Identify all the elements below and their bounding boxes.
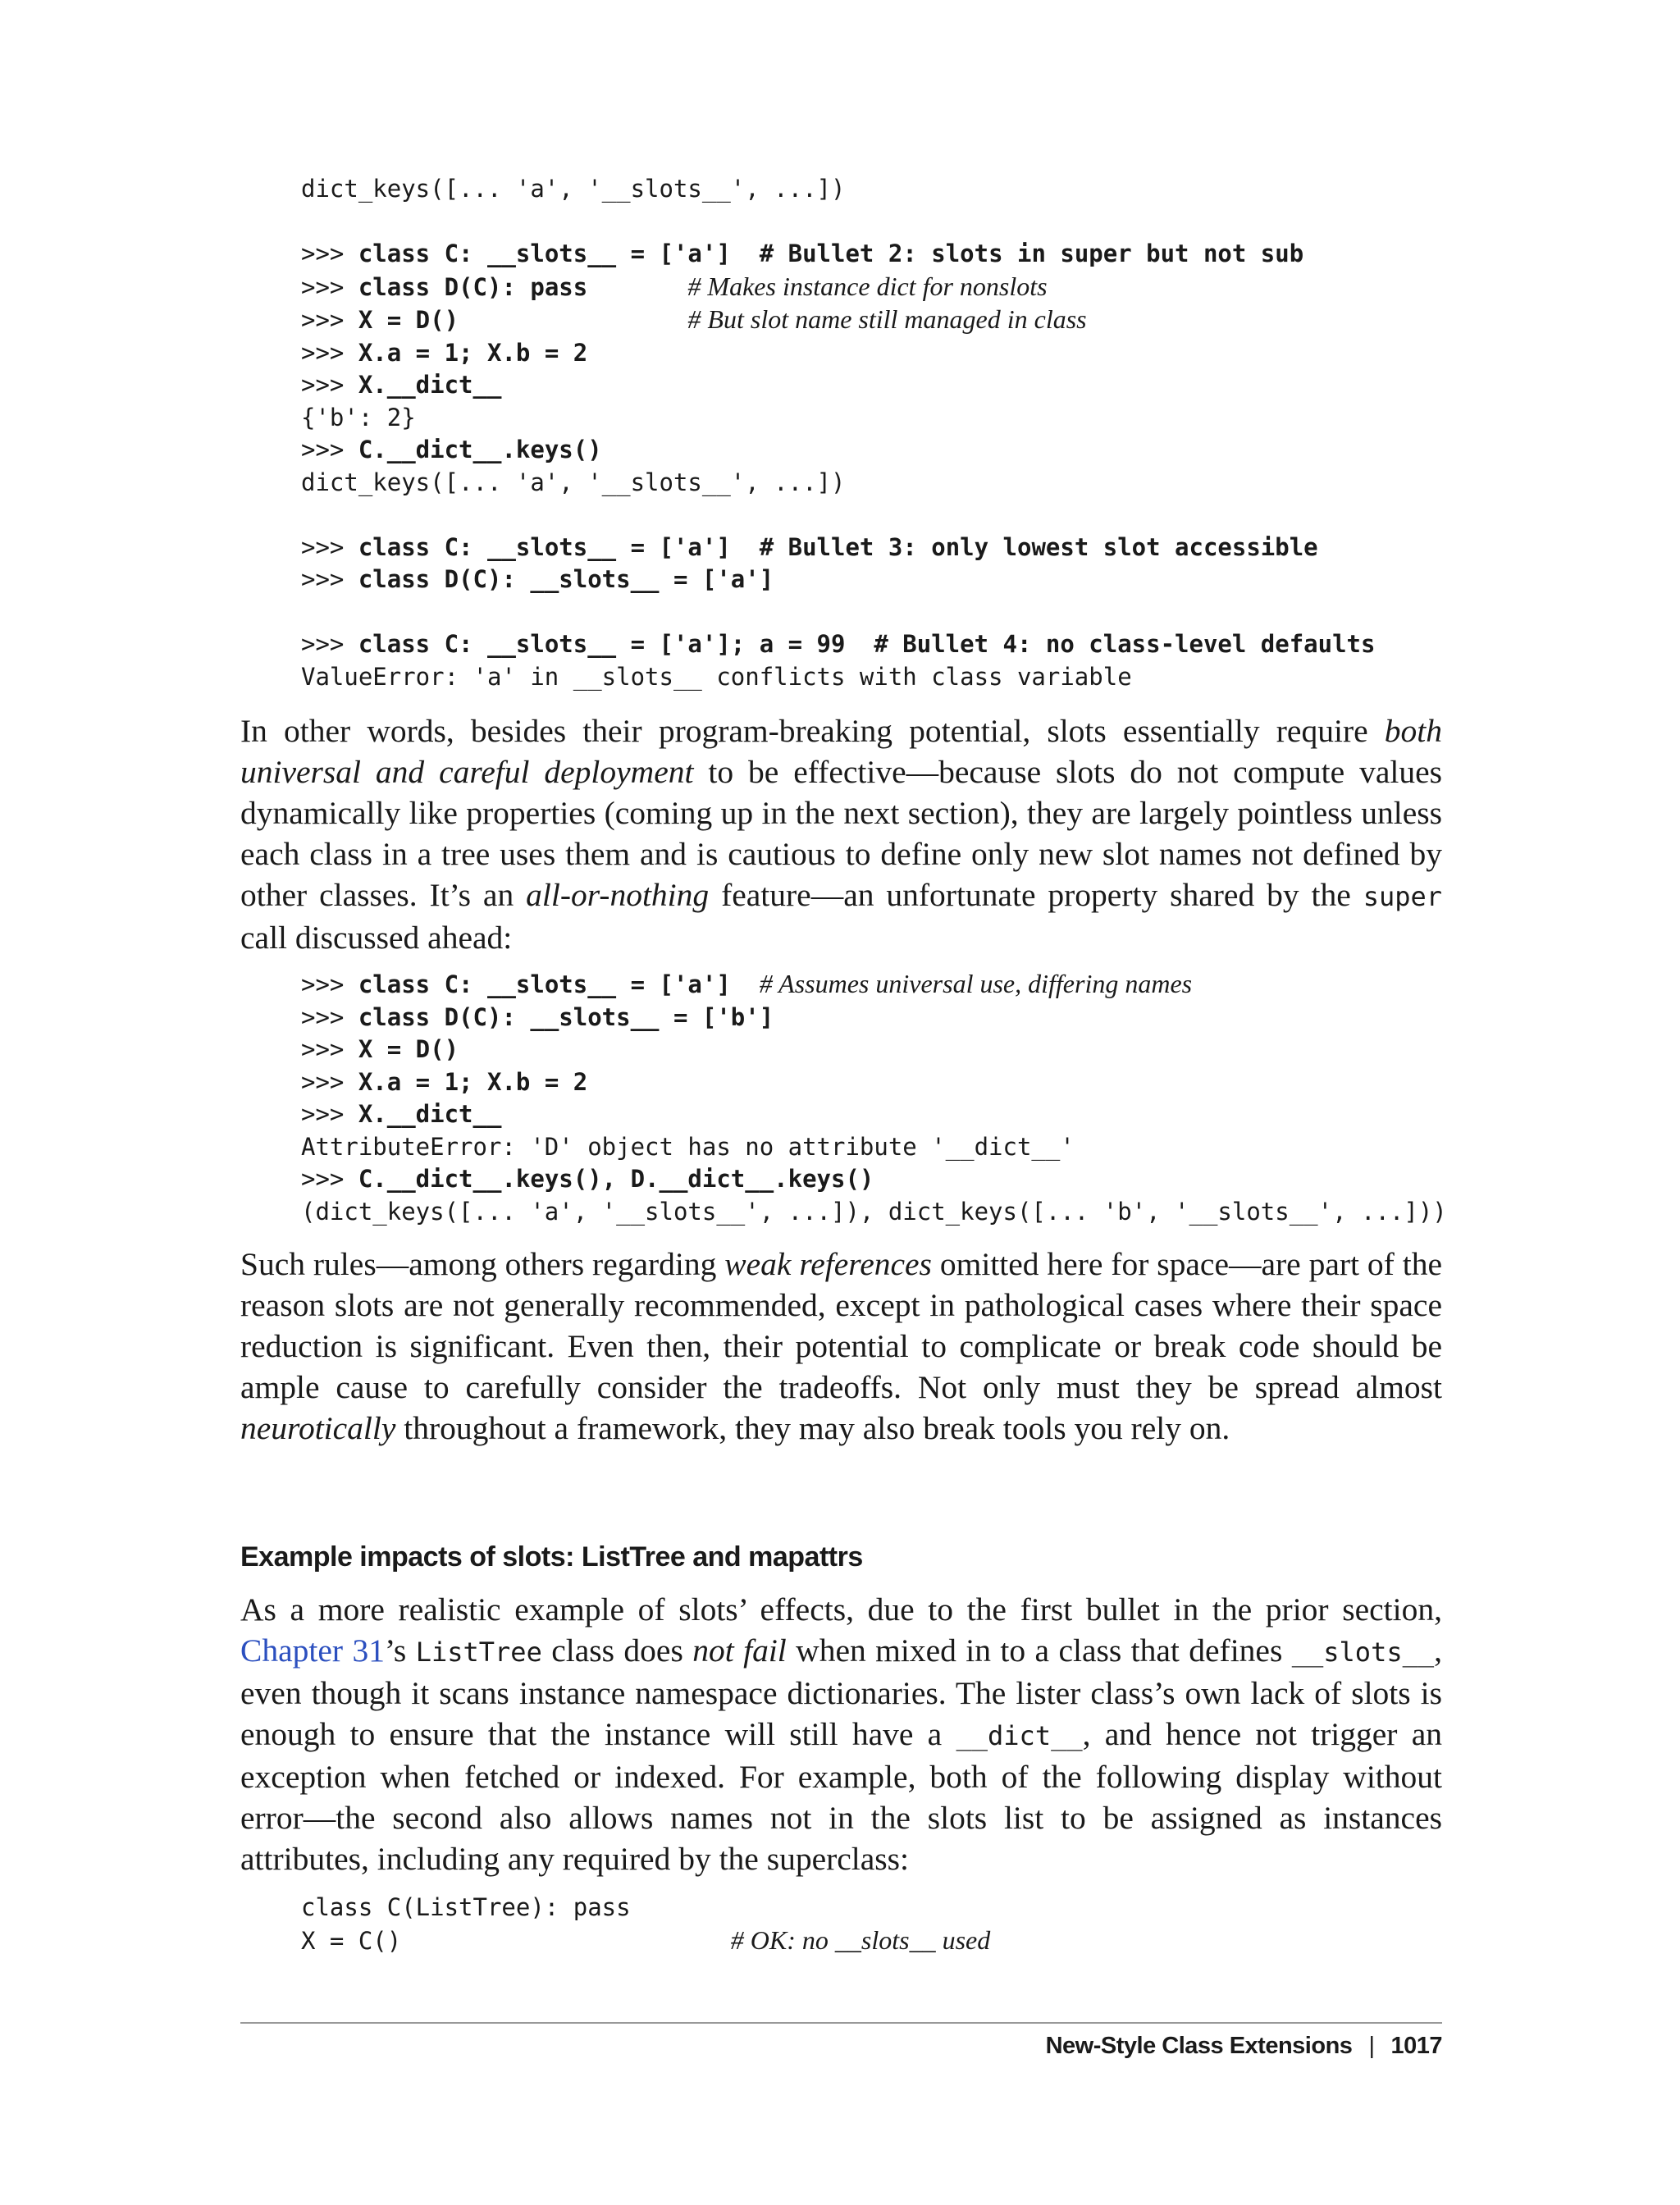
section-heading: Example impacts of slots: ListTree and mapattrs [240,1541,863,1573]
text-run: call discussed ahead: [240,920,513,956]
code-comment: # Assumes universal use, differing names [759,969,1193,998]
code-comment: # Makes instance dict for nonslots [687,271,1048,301]
code-input: X.a = 1; X.b = 2 [358,1067,588,1096]
code-line [301,468,845,496]
code-comment: # Bullet 2: slots in super but not sub [759,240,1304,267]
footer-rule [240,2022,1442,2024]
paragraph-slots-deployment [240,710,1442,958]
code-text: >>> [301,565,358,593]
code-line [301,1165,874,1193]
code-line [301,1003,774,1031]
text-run: both universal and careful deployment [240,713,1442,790]
code-text: class C(ListTree): pass [301,1893,631,1921]
code-text: >>> [301,970,358,998]
code-text: >>> [301,1002,358,1031]
text-run: __slots__ [1291,1637,1435,1668]
code-text: {'b': 2} [301,403,416,431]
code-block-3 [301,1892,990,1957]
code-line [301,565,774,593]
code-comment: # Bullet 3: only lowest slot accessible [759,532,1318,561]
text-run: In other words, besides their program-breaking potential, slots essentially require [240,713,1385,749]
text-run: ListTree [415,1637,542,1668]
code-input: class D(C): __slots__ = ['b'] [358,1002,774,1031]
code-text: >>> [301,306,358,334]
code-input: class C: __slots__ = ['a'] [358,532,731,561]
text-run: not fail [692,1632,787,1669]
code-text: (dict_keys([... 'a', '__slots__', ...]), dict_keys([... 'b', '__slots__', ...])) [301,1197,1447,1226]
code-line [301,175,845,203]
paragraph-slots-rules [240,1244,1442,1449]
code-line [301,1035,459,1063]
code-text: >>> [301,630,358,658]
code-text: >>> [301,371,358,399]
text-run: Such rules—among others regarding [240,1246,725,1282]
code-line [301,404,416,431]
code-input: C.__dict__.keys(), D.__dict__.keys() [358,1165,874,1193]
code-input: X.__dict__ [358,1100,502,1128]
code-line [301,273,1048,301]
footer-section-title: New-Style Class Extensions [1045,2033,1353,2059]
code-input: X.a = 1; X.b = 2 [358,338,588,367]
page-footer [1046,2033,1442,2060]
text-run: class does [541,1632,693,1669]
code-comment: # But slot name still managed in class [687,304,1087,334]
code-text: >>> [301,240,358,267]
text-run: , and hence not trigger an exception when fetched or indexed. For example, both of the following display without error—the second also allows names not in the slots list to be assigned as instances attributes, including any required by the superclass: [240,1716,1442,1877]
text-run: to be effective—because slots do not compute values dynamically like properties (coming up in the next section), they are largely pointless unless each class in a tree uses them and is cautious to define only new slot names not defined by other classes. It’s an [240,754,1442,913]
code-line [301,663,1132,691]
code-line [301,533,1318,561]
code-input: class D(C): __slots__ = ['a'] [358,565,774,593]
code-input: class D(C): pass [358,272,588,301]
code-line [301,306,1087,334]
text-run: super [1363,881,1443,912]
chapter-link[interactable]: Chapter 31 [240,1632,385,1669]
code-text: AttributeError: 'D' object has no attribute '__dict__' [301,1132,1075,1161]
text-run: neurotically [240,1410,396,1446]
code-text: >>> [301,1067,358,1096]
code-line [301,240,1303,267]
code-line [301,630,1375,658]
code-text: dict_keys([... 'a', '__slots__', ...]) [301,175,846,203]
code-text: ValueError: 'a' in __slots__ conflicts with class variable [301,662,1132,691]
code-input: X = D() [358,306,459,334]
footer-separator: | [1368,2033,1375,2059]
text-run: when mixed in to a class that defines [786,1632,1292,1669]
code-line [301,339,587,367]
code-input: X.__dict__ [358,371,502,399]
code-text: dict_keys([... 'a', '__slots__', ...]) [301,468,846,496]
text-run: __dict__ [956,1720,1083,1751]
code-text: >>> [301,272,358,301]
code-line [301,970,1192,998]
code-input: class C: __slots__ = ['a'] [358,970,731,998]
code-line [301,371,501,399]
code-text: >>> [301,1165,358,1193]
text-run: , even though it scans instance namespace dictionaries. The lister class’s own lack of slots is enough to ensure that the instance will still have a [240,1632,1442,1752]
paragraph-listtree-example [240,1589,1442,1879]
code-line [301,1100,501,1128]
code-text: >>> [301,338,358,367]
code-input: C.__dict__.keys() [358,436,602,463]
code-input: class C: __slots__ = ['a']; a = 99 # Bullet 4: no class-level defaults [358,630,1376,658]
text-run: As a more realistic example of slots’ effects, due to the first bullet in the prior section, [240,1591,1442,1628]
code-input: X = D() [358,1035,459,1063]
page-number: 1017 [1390,2033,1442,2059]
code-text: >>> [301,436,358,463]
code-text: >>> [301,1035,358,1063]
code-line [301,1198,1447,1226]
code-line [301,1893,631,1921]
text-run: all-or-nothing [526,877,710,913]
text-run: omitted here for space—are part of the reason slots are not generally recommended, except in pathological cases where their space reduction is significant. Even then, their potential to complicate or break code should be ample cause to carefully consider the tradeoffs. Not only must they be spread almost [240,1246,1442,1405]
text-run: ’s [384,1632,416,1669]
text-run: weak references [724,1246,932,1282]
text-run: feature—an unfortunate property shared by the [709,877,1363,913]
code-line [301,1068,587,1096]
code-text: X = C() [301,1926,402,1955]
code-line [301,1133,1075,1161]
text-run: throughout a framework, they may also break tools you rely on. [395,1410,1230,1446]
code-block-2 [301,968,1447,1228]
code-line [301,1924,991,1955]
code-input: class C: __slots__ = ['a'] [358,240,731,267]
code-text: >>> [301,1100,358,1128]
code-line [301,436,602,463]
code-text: >>> [301,532,358,561]
code-block-1 [301,173,1375,693]
code-comment: # OK: no __slots__ used [730,1924,991,1955]
